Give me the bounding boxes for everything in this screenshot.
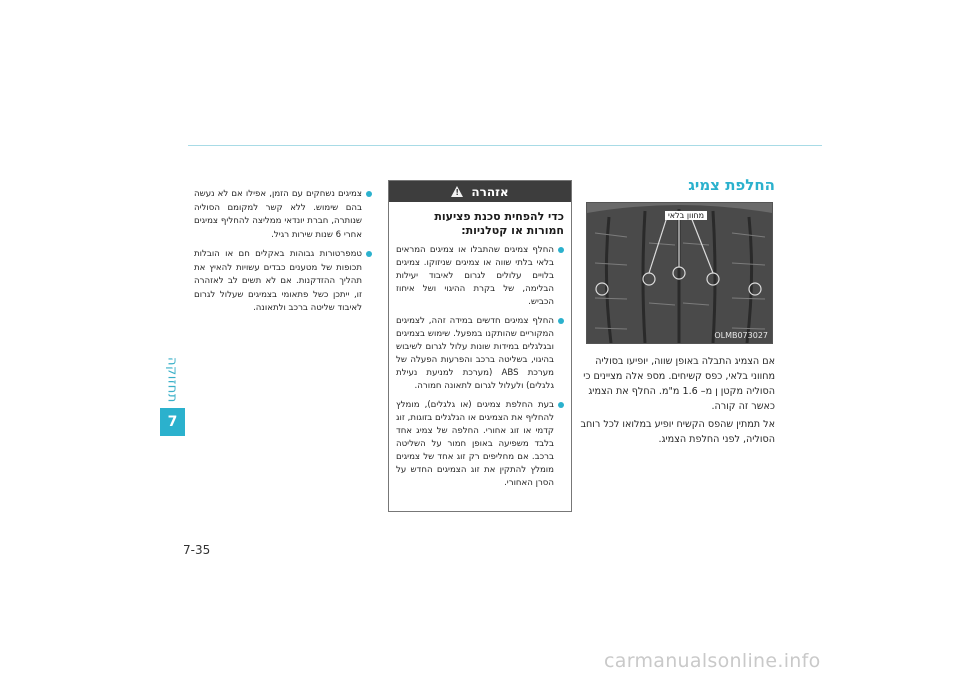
bullet-dot-icon [558,247,564,253]
warning-triangle-icon: ! [451,186,463,197]
list-item: החלף צמיגים שהתבלו או צמיגים המראים בלאי בלתי שווה או צמיגים שניזוקו. צמיגים בלויים עלולים לגרום לאיבוד יעילות הבלימה, של בקרת ההיגוי ושל איחוז הכביש. [396,244,564,309]
tire-tread-figure [586,202,773,344]
warning-bullet-list [396,244,564,490]
section-title: החלפת צמיג [688,176,775,194]
list-item: טמפרטורות גבוהות באקלים חם או הובלות תכופות של מטענים כבדים עשויות להאיץ את תהליך ההזדקנות. אם לא תשים לב לאזהרה זו, ייתכן כשל פתאומי בצמיגים שעלול לגרום לאיבוד שליטה ברכב ולתאונה. [194,248,372,316]
bullet-dot-icon [558,402,564,408]
bullet-dot-icon [558,318,564,324]
bullet-dot-icon [366,251,372,257]
left-bullet-list [194,188,372,316]
warning-subtitle: כדי להפחית סכנת פציעות חמורות או קטלניות: [434,210,564,237]
list-item: בעת החלפת צמיגים (או גלגלים), מומלץ להחליף את הצמיגים או הגלגלים בזוגות, זוג קדמי או זוג אחורי. החלפה של צמיג אחד בלבד משפיעה באופן חמור על השליטה ברכב. אם מחליפים רק זוג אחד של צמיגים מומלץ להתקין את זוג הצמיגים החדש על הסרן האחורי. [396,399,564,490]
chapter-tab[interactable]: 7 [160,408,185,436]
left-section [194,188,372,322]
list-item: צמיגים נשחקים עם הזמן, אפילו אם לא נעשה בהם שימוש. ללא קשר למקומם הסוליה שנותרה, חברת יונדאי ממליצה להחליף צמיגים אחרי 6 שנות שירות רגיל. [194,188,372,242]
bullet-dot-icon [366,191,372,197]
body-paragraph: אם הצמיג התבלה באופן שווה, יופיעו בסוליה מחווני בלאי, כפס קשיחים. מספ אלה מציינים כי הסוליה מקטן ן מ– 1.6 מ"מ. החלף את הצמיג כאשר זה קורה. [583,356,775,412]
list-item: החלף צמיגים חדשים במידה זהה, לצמיגים המקוריים שהותקנו במפעל. שימוש בצמיגים ובגלגלים במידות שונות עלול לגרום לשיבוש בהיגוי, בשליטה ברכב והפרעות הפעלה של מערכת ABS (מערכת למניעת נעילת גלגלים) ולעלול לגרום לתאונה חמורה. [396,315,564,393]
watermark: carmanualsonline.info [604,650,821,672]
figure-code: OLMB073027 [714,331,768,340]
body-paragraph: אל תמתין שהפס הקשיח יופיע במלואו לכל רוחב הסוליה, לפני החלפת הצמיג. [580,419,775,445]
tread-wear-indicator-label: מחוון בלאי [665,211,707,220]
warning-title: אזהרה [471,184,509,199]
tire-illustration [587,203,772,343]
tire-section [580,176,775,447]
page-number: 7-35 [183,543,211,557]
top-divider [188,145,822,146]
chapter-side-title: תחזוקה [164,357,180,403]
warning-box [388,180,572,512]
warning-header [389,181,571,202]
